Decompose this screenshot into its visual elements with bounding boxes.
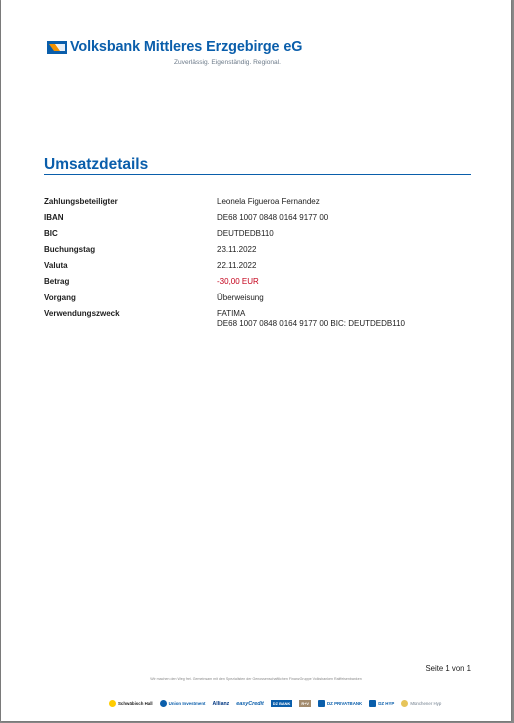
purpose-line: FATIMA [217, 309, 246, 318]
bank-brand [47, 39, 303, 66]
statement-page [1, 0, 511, 721]
detail-row-iban [44, 213, 474, 223]
detail-label: Valuta [44, 261, 68, 270]
footer-note: Wir machen den Weg frei. Gemeinsam mit den Spezialisten der Genossenschaftlichen FinanzGruppe Volksbanken Raiffeisenbanken [150, 677, 362, 681]
partner-logo-schwaebisch-hall: Schwäbisch Hall [109, 700, 153, 707]
amount-value: -30,00 EUR [217, 277, 259, 286]
detail-value: 22.11.2022 [217, 261, 257, 270]
partner-logo-muenchener-hyp: Münchener Hyp [401, 700, 441, 707]
partner-logo-easycredit: easyCredit [236, 700, 264, 707]
bank-tagline: Zuverlässig. Eigenständig. Regional. [173, 59, 281, 66]
square-icon [318, 700, 325, 707]
detail-label: Betrag [44, 277, 70, 286]
page-number: Seite 1 von 1 [425, 664, 471, 673]
partner-logo-dz-hyp: DZ HYP [369, 700, 394, 707]
page-title: Umsatzdetails [44, 156, 149, 173]
detail-value: DEUTDEDB110 [217, 229, 274, 238]
volksbank-logo-icon [47, 41, 67, 54]
house-icon [109, 700, 116, 707]
partner-logo-union-investment: Union Investment [160, 700, 206, 707]
detail-label: Vorgang [44, 293, 76, 302]
partner-logo-dz-privatbank: DZ PRIVATBANK [318, 700, 362, 707]
detail-row-value-date [44, 261, 474, 271]
square-icon [369, 700, 376, 707]
bank-name: Volksbank Mittleres Erzgebirge eG [70, 39, 303, 55]
detail-value: DE68 1007 0848 0164 9177 00 [217, 213, 329, 222]
brand-row [47, 39, 302, 55]
detail-row-transaction-type [44, 293, 474, 303]
title-divider [44, 174, 471, 175]
purpose-value [217, 309, 405, 329]
detail-row-bic [44, 229, 474, 239]
detail-row-payee [44, 197, 474, 207]
detail-value: Überweisung [217, 293, 264, 302]
sun-icon [401, 700, 408, 707]
partner-logo-dz-bank: DZ BANK [272, 701, 291, 706]
detail-label: IBAN [44, 213, 64, 222]
partner-logos [109, 700, 448, 707]
purpose-line: DE68 1007 0848 0164 9177 00 BIC: DEUTDEDB110 [217, 319, 405, 328]
detail-value: Leonela Figueroa Fernandez [217, 197, 320, 206]
detail-label: Zahlungsbeteiligter [44, 197, 118, 206]
partner-logo-allianz: Allianz [212, 700, 230, 707]
detail-label: Buchungstag [44, 245, 96, 254]
union-icon [160, 700, 167, 707]
detail-row-booking-date [44, 245, 474, 255]
detail-label: BIC [44, 229, 58, 238]
detail-row-amount [44, 277, 474, 287]
detail-value: 23.11.2022 [217, 245, 257, 254]
transaction-details [44, 197, 474, 335]
detail-row-purpose [44, 309, 474, 329]
detail-label: Verwendungszweck [44, 309, 120, 318]
partner-logo-r-v: R+V [301, 701, 309, 706]
